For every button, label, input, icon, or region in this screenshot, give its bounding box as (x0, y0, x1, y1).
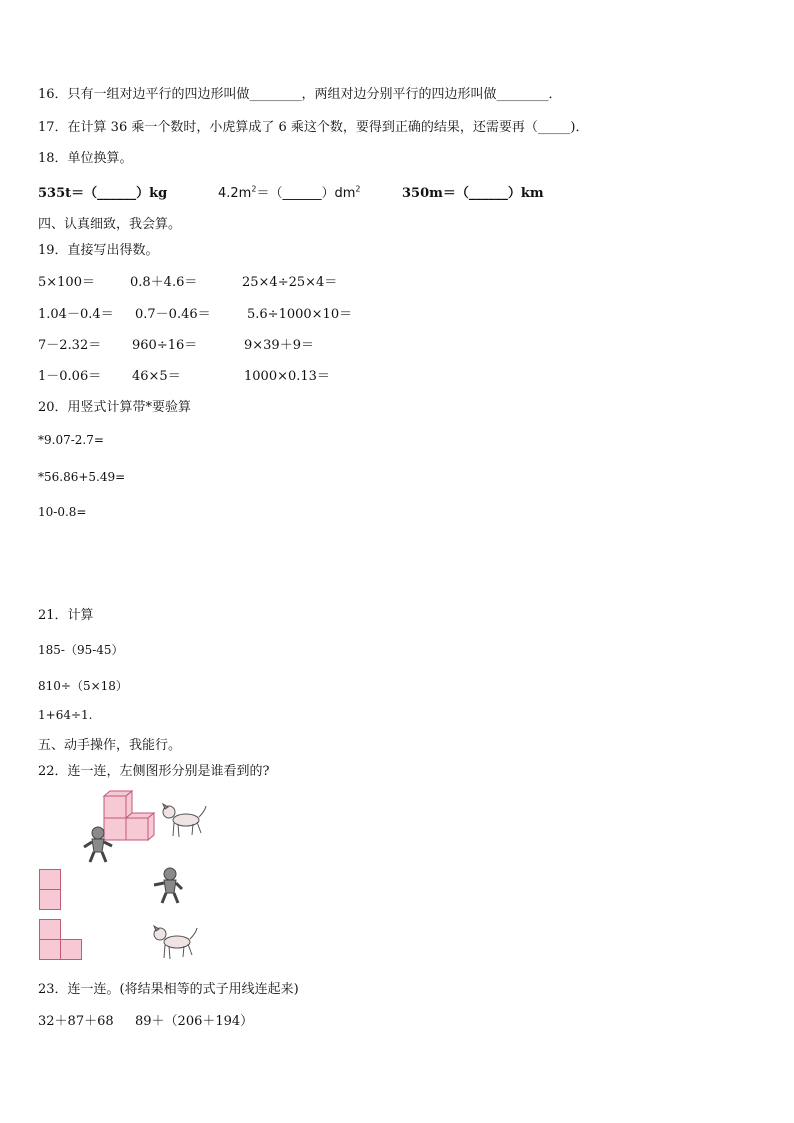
q21-item-3: 1+64÷1. (38, 708, 93, 722)
question-17: 17．在计算 36 乘一个数时，小虎算成了 6 乘这个数，要得到正确的结果，还需要再（_____)． (38, 120, 589, 135)
q19-r3c2: 960÷16＝ (132, 338, 198, 353)
dog-icon (160, 803, 208, 839)
q21-item-1: 185-（95-45） (38, 643, 124, 657)
question-18-b: $4.2m^2=(\_\_\_\_\_\_)dm^2$ (218, 184, 361, 201)
question-18-c: 350m＝（______）km (402, 186, 544, 201)
view-shape-1 (39, 869, 61, 911)
q20-item-3: 10-0.8= (38, 505, 87, 519)
q19-r1c1: 5×100＝ (38, 275, 95, 290)
q19-r4c3: 1000×0.13＝ (244, 369, 330, 384)
q23-expr-2: 89＋（206＋194） (135, 1014, 254, 1029)
q23-expr-1: 32＋87＋68 (38, 1014, 114, 1029)
section-5-heading: 五、动手操作，我能行。 (38, 738, 182, 753)
q19-r4c1: 1－0.06＝ (38, 369, 102, 384)
question-22-title: 22．连一连，左侧图形分别是谁看到的? (38, 764, 270, 779)
question-18-a: 535t＝（______）kg (38, 186, 168, 201)
q21-item-2: 810÷（5×18） (38, 679, 128, 693)
dog-icon-2 (151, 925, 199, 961)
view-shape-2 (39, 919, 83, 961)
question-18-title: 18．单位换算。 (38, 151, 133, 166)
child-figure-icon (80, 826, 114, 864)
q19-r3c3: 9×39＋9＝ (244, 338, 314, 353)
question-16: 16．只有一组对边平行的四边形叫做________，两组对边分别平行的四边形叫做________． (38, 87, 562, 102)
question-21-title: 21．计算 (38, 608, 94, 623)
q20-item-2: *56.86+5.49= (38, 470, 126, 484)
child-figure-icon-2 (152, 867, 186, 905)
question-19-title: 19．直接写出得数。 (38, 243, 159, 258)
q20-item-1: *9.07-2.7= (38, 433, 104, 447)
question-20-title: 20．用竖式计算带*要验算 (38, 400, 192, 415)
q19-r3c1: 7－2.32＝ (38, 338, 102, 353)
section-4-heading: 四、认真细致，我会算。 (38, 217, 182, 232)
q19-r2c3: 5.6÷1000×10＝ (247, 307, 353, 322)
question-23-title: 23．连一连。(将结果相等的式子用线连起来) (38, 982, 299, 997)
q19-r2c1: 1.04－0.4＝ (38, 307, 114, 322)
q19-r2c2: 0.7－0.46＝ (135, 307, 211, 322)
q19-r4c2: 46×5＝ (132, 369, 181, 384)
q19-r1c3: 25×4÷25×4＝ (242, 275, 338, 290)
q19-r1c2: 0.8＋4.6＝ (130, 275, 198, 290)
